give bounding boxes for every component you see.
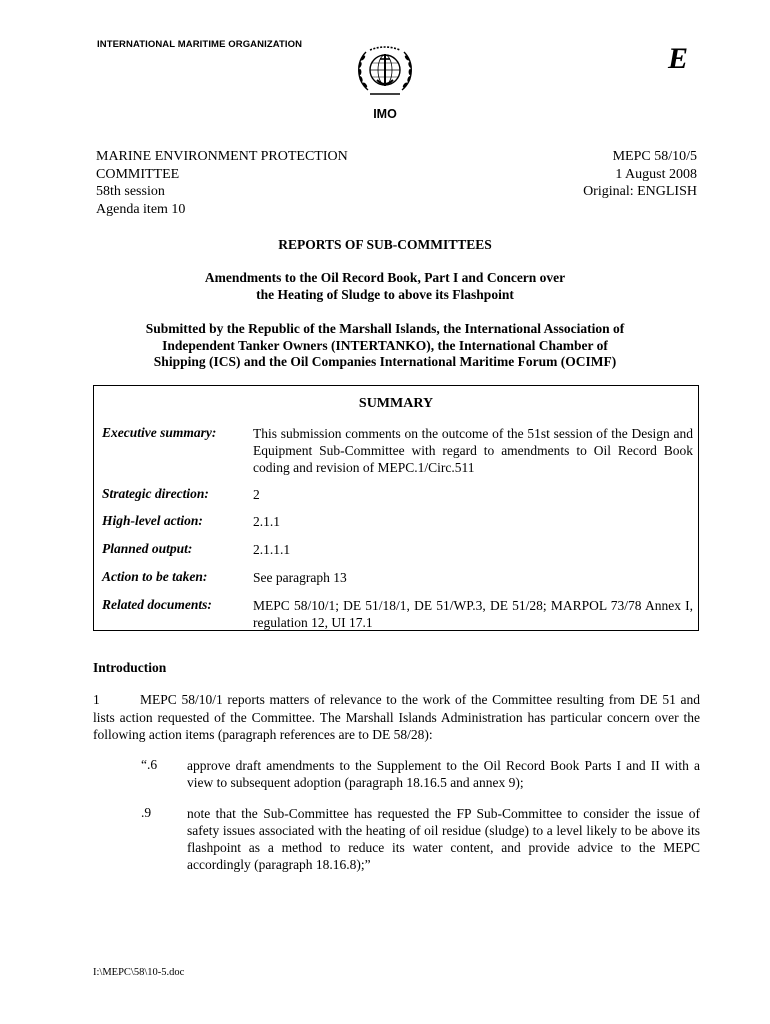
- summary-value: This submission comments on the outcome of the 51st session of the Design and Equipment Sub-Committee with regard to amendments to Oil Record Book coding and revision of MEPC.1/Circ.511: [253, 426, 693, 475]
- document-info: [583, 148, 697, 201]
- submitted-by: [80, 321, 690, 371]
- committee-line2: COMMITTEE: [96, 166, 180, 182]
- original-language: Original: ENGLISH: [583, 184, 697, 199]
- document-title: REPORTS OF SUB-COMMITTEES: [278, 237, 492, 252]
- list-item-number: “.6: [141, 757, 158, 772]
- summary-value: 2.1.1: [253, 514, 280, 529]
- summary-heading: SUMMARY: [358, 396, 434, 411]
- file-path-footer: I:\MEPC\58\10-5.doc: [93, 967, 185, 978]
- subtitle-line1: Amendments to the Oil Record Book, Part I and Concern over: [204, 270, 566, 285]
- submitted-line1: Submitted by the Republic of the Marshall Islands, the International Association of: [145, 321, 625, 336]
- document-date: 1 August 2008: [615, 166, 697, 182]
- document-symbol: MEPC 58/10/5: [612, 149, 697, 164]
- list-item-text: approve draft amendments to the Supplement to the Oil Record Book Parts I and II with a view to subsequent adoption (paragraph 18.16.5 and annex 9);: [187, 758, 700, 790]
- summary-value: 2.1.1.1: [253, 542, 291, 557]
- paragraph-1: [93, 691, 700, 744]
- document-subtitle: [80, 270, 690, 303]
- imo-emblem-icon: [350, 42, 420, 100]
- introduction-heading: Introduction: [93, 660, 167, 675]
- session: 58th session: [96, 184, 165, 199]
- committee-info: [96, 148, 348, 218]
- summary-value: See paragraph 13: [253, 570, 347, 585]
- summary-label: Strategic direction:: [102, 486, 209, 501]
- committee-line1: MARINE ENVIRONMENT PROTECTION: [96, 149, 348, 164]
- summary-label: High-level action:: [102, 513, 203, 528]
- summary-label: Action to be taken:: [102, 569, 208, 584]
- submitted-line2: Independent Tanker Owners (INTERTANKO), the International Chamber of: [162, 337, 608, 353]
- agenda-item: Agenda item 10: [96, 201, 186, 217]
- summary-value: MEPC 58/10/1; DE 51/18/1, DE 51/WP.3, DE 51/28; MARPOL 73/78 Annex I, regulation 12, UI 17.1: [253, 598, 693, 630]
- summary-label: Related documents:: [102, 597, 212, 612]
- summary-label: Executive summary:: [102, 425, 217, 440]
- paragraph-text: MEPC 58/10/1 reports matters of relevance to the work of the Committee resulting from DE 51 and lists action requested of the Committee. The Marshall Islands Administration has particular concern over the following action items (paragraph references are to DE 58/28):: [93, 692, 700, 742]
- organization-name: INTERNATIONAL MARITIME ORGANIZATION: [97, 39, 303, 50]
- list-item-text: note that the Sub-Committee has requested the FP Sub-Committee to consider the issue of safety issues associated with the heating of oil residue (sludge) to a level likely to be above its flashpoint as a method to reduce its water content, and provide advice to the MEPC accordingly (paragraph 18.16.8);”: [187, 806, 700, 872]
- summary-label: Planned output:: [102, 541, 193, 556]
- imo-acronym: IMO: [373, 107, 397, 121]
- list-item-number: .9: [141, 805, 152, 820]
- paragraph-number: 1: [93, 692, 100, 707]
- submitted-line3: Shipping (ICS) and the Oil Companies International Maritime Forum (OCIMF): [153, 354, 617, 369]
- summary-box: [93, 385, 699, 631]
- summary-value: 2: [253, 487, 260, 502]
- subtitle-line2: the Heating of Sludge to above its Flashpoint: [256, 286, 514, 302]
- language-code: E: [668, 42, 689, 75]
